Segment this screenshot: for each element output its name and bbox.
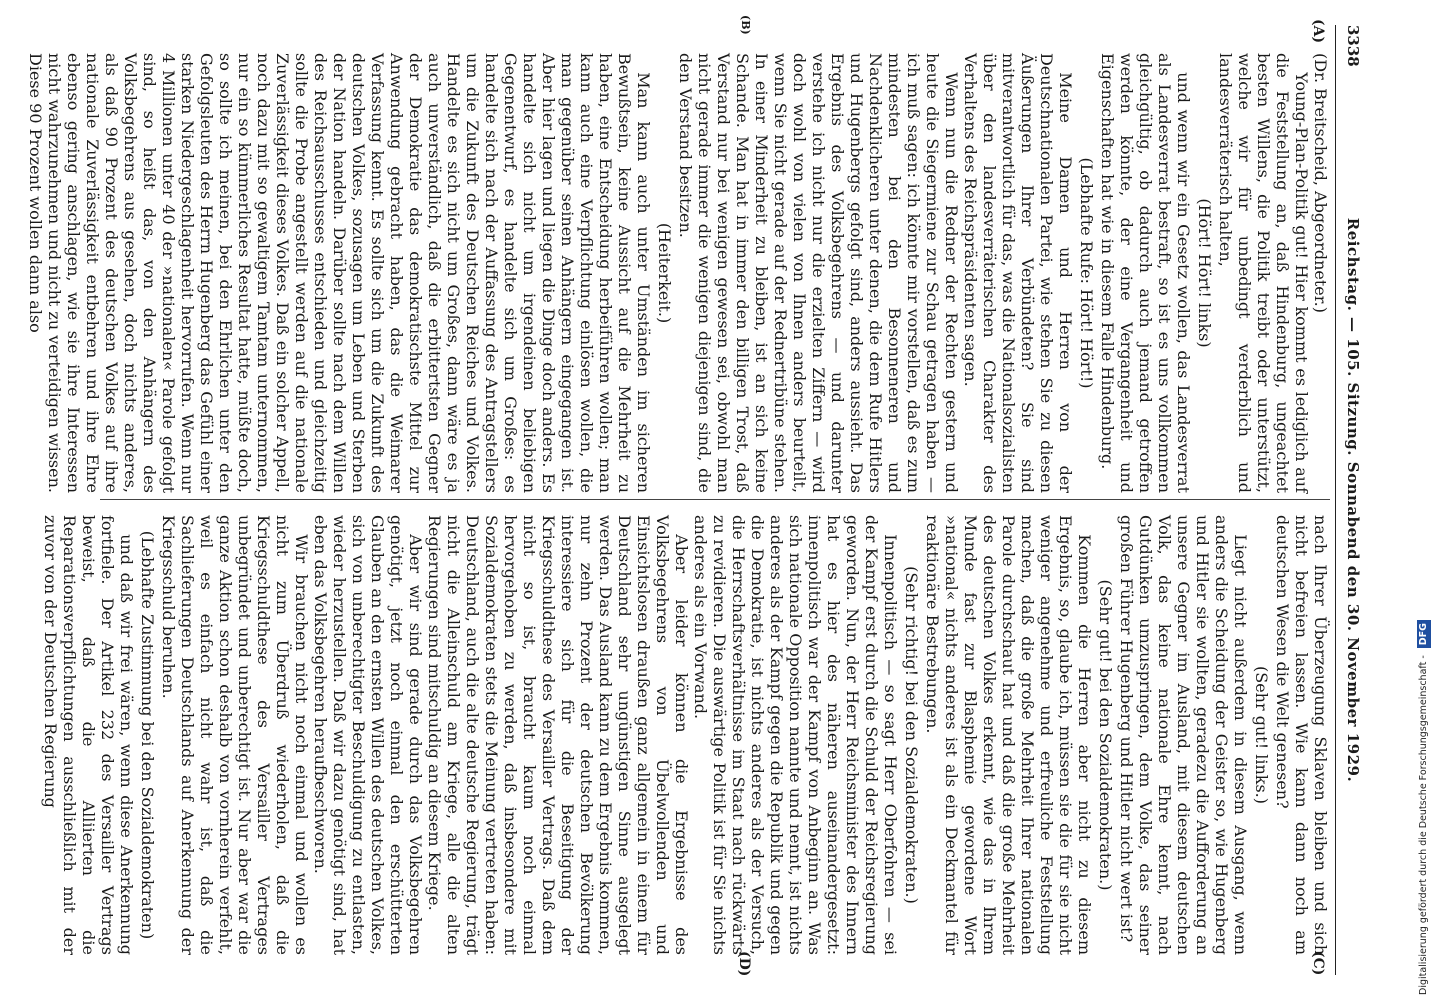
running-title: Reichstag. — 105. Sitzung. Sonnabend den 30. November 1929. [1344, 217, 1362, 783]
interjection: (Lebhafte Rufe: Hört! Hört!) [1077, 157, 1096, 389]
page-header [1338, 25, 1362, 975]
margin-marker-c: (C) [1310, 951, 1326, 976]
paragraph: und daß wir frei wären, wenn diese Anerkennung fortfiele. Der Artikel 232 des Versailler Vertrags beweist, daß die Alliierten die Reparationsverpflichtungen ausschließlich mit der zuvor von der Deutschen Regierung [41, 515, 136, 955]
right-column [41, 515, 1330, 955]
dfg-logo: DFG [1417, 620, 1431, 648]
interjection: (Heiterkeit.) [655, 222, 674, 324]
header-rule [1335, 25, 1336, 975]
left-column [26, 53, 1330, 493]
paragraph: Wir brauchen nicht noch einmal und wollen es nicht zum Überdruß wiederholen, daß die Kriegsschuldthese des Versailler Vertrages unbegründet und unberechtigt ist. Nur aber war die ganze Aktion schon deshalb von vornherein verfehlt, weil es einfach nicht wahr ist, daß die Sachlieferungen Deutschlands auf Anerkennung der Kriegsschuld beruhen. [159, 515, 311, 955]
paragraph: Innenpolitisch — so sagt Herr Oberfohren — sei der Kampf erst durch die Schuld der Reichsregierung geworden. Nun, der Herr Reichsminister des Innern hat es hier des näheren auseinandergesetzt: innenpolitisch war der Kampf von Anbeginn an. Was sich nationale Opposition nannte und nennt, ist nichts anderes als der Kampf gegen die Republik und gegen die Demokratie, ist nichts anderes als der Versuch, die Herrschaftsverhältnisse im Staat nach rückwärts zu revidieren. Die auswärtige Politik ist für Sie nichts anderes als ein Vorwand. [691, 515, 900, 955]
digitization-note [1414, 5, 1434, 995]
speaker-line: (Dr. Breitscheid, Abgeordneter.) [1311, 53, 1330, 313]
funding-note-text: Digitalisierung gefördert durch die Deutsche Forschungsgemeinschaft - [1418, 655, 1429, 995]
interjection: (Sehr gut! bei den Sozialdemokraten.) [1096, 579, 1115, 891]
paragraph: Man kann auch unter Umständen im sicheren Bewußtsein, keine Aussicht auf die Mehrheit zu haben, eine Entscheidung herbeiführen wollen; man kann auch eine Verpflichtung einlösen wollen, die man gegenüber seinen Anhängern eingegangen ist. Aber hier lagen und liegen die Dinge doch anders. Es handelte sich nicht um irgendeinen beliebigen Gegenentwurf, es handelte sich um Großes: es handelte sich nach der Auffassung des Antragstellers um die Zukunft des Deutschen Reiches und Volkes. Handelte es sich nicht um Großes, dann wäre es ja auch unverständlich, daß die erbittertsten Gegner der Demokratie das demokratischste Mittel zur Anwendung gebracht haben, das die Weimarer Verfassung kennt. Es sollte sich um die Zukunft des deutschen Volkes, sozusagen um Leben und Sterben der Nation handeln. Darüber sollte nach dem Willen des Reichsausschusses entschieden und gleichzeitig sollte die Probe angestellt werden auf die nationale Zuverlässigkeit dieses Volkes. Daß ein solcher Appell, noch dazu mit so gewaltigem Tamtam unternommen, nur ein so kümmerliches Resultat hatte, müßte doch, so sollte ich meinen, bei den Ehrlichen unter den Gefolgsleuten des Herrn Hugenberg das Gefühl einer starken Niedergeschlagenheit hervorrufen. Wenn nur 4 Millionen unter 40 der »nationalen« Parole gefolgt sind, so heißt das, von den Anhängern des Volksbegehrens aus gesehen, doch nichts anderes, als daß 90 Prozent des deutschen Volkes auf ihre nationale Zuverlässigkeit entbehren und ihre Ehre ebenso gering anschlagen, wie sie ihre Interessen nicht wahrzunehmen und nicht zu verteidigen wissen. Diese 90 Prozent wollen dann also [26, 53, 653, 493]
paragraph: Wenn nun die Redner der Rechten gestern und heute die Siegermiene zur Schau getragen haben — ich muß sagen: ich könnte mir vorstellen, daß es zum mindesten bei den Besonneneren und Nachdenklicheren unter denen, die dem Rufe Hitlers und Hugenbergs gefolgt sind, anders aussieht. Das Ergebnis des Volksbegehrens — und darunter verstehe ich nicht nur die erzielten Ziffern — wird doch wohl von vielen von Ihnen anders beurteilt, wenn Sie nicht gerade auf der Rednertribüne stehen. In einer Minderheit zu bleiben, ist an sich keine Schande. Man hat in immer den billigen Trost, daß Verstand nur bei wenigen gewesen sei, obwohl man nicht gerade immer die wenigen diejenigen sind, die den Verstand besitzen. [676, 53, 961, 493]
paragraph: Young-Plan-Politik gut! Hier kommt es lediglich auf die Feststellung an, daß Hindenburg, ungeachtet besten Willens, die Politik treibt oder unterstützt, welche wir für unbedingt verderblich und landesverräterisch halten, [1216, 53, 1311, 493]
scanned-page [26, 5, 1392, 995]
paragraph: Aber leider können die Ergebnisse des Volksbegehrens von Übelwollenden und Einsichtslosen draußen ganz allgemein in einem für Deutschland sehr ungünstigen Sinne ausgelegt werden. Das Ausland kann zu dem Ergebnis kommen, nur zehn Prozent der deutschen Bevölkerung interessiere sich für die Beseitigung der Kriegsschuldthese des Versailler Vertrags. Daß dem nicht so ist, braucht kaum noch einmal hervorgehoben zu werden, daß insbesondere mit Sozialdemokraten stets die Meinung vertreten haben: Deutschland, auch die alte deutsche Regierung, trägt nicht die Alleinschuld am Kriege, alle die alten Regierungen sind mitschuldig an diesem Kriege. [425, 515, 691, 955]
paragraph: und wenn wir ein Gesetz wollen, das Landesverrat als Landesverrat bestraft, so ist es uns vollkommen gleichgültig, ob dadurch auch jemand getroffen werden könnte, der eine Vergangenheit und Eigenschaften hat wie in diesem Falle Hindenburg. [1098, 53, 1193, 493]
scanned-page-frame [26, 5, 1392, 995]
paragraph: Aber wir sind gerade durch das Volksbegehren genötigt, jetzt noch einmal den erschütterten Glauben an den ernsten Willen des deutschen Volkes, sich von unberechtigter Beschuldigung zu entlasten, wieder herzustellen. Daß wir dazu genötigt sind, hat eben das Volksbegehren heraufbeschworen. [311, 515, 425, 955]
interjection: (Lebhafte Zustimmung bei den Sozialdemokraten) [138, 530, 157, 940]
margin-marker-b: (B) [739, 15, 752, 35]
paragraph: nach Ihrer Überzeugung Sklaven bleiben und sich nicht befreien lassen. Wie kann dann noch am deutschen Wesen die Welt genesen? [1273, 515, 1330, 955]
page-number: 3338 [1344, 25, 1362, 67]
paragraph: Liegt nicht außerdem in diesem Ausgang, wenn anders die Scheidung der Geister so, wie Hugenberg und Hitler sie wollten, geradezu die Aufforderung an unsere Gegner im Ausland, mit diesem deutschen Volk, das keine nationale Ehre kennt, nach Gutdünken umzuspringen, dem Volke, das seiner großen Führer Hugenberg und Hitler nicht wert ist? [1117, 515, 1250, 955]
paragraph: Kommen die Herren aber nicht zu diesem Ergebnis, so, glaube ich, müssen sie die für sie nicht weniger angenehme und erfreuliche Feststellung machen, daß die große Mehrheit Ihrer nationalen Parole durchschaut hat und daß die große Mehrheit des deutschen Volkes erkennt, wie das in Ihrem Munde fast zur Blasphemie gewordene Wort »national« nichts anderes ist als ein Deckmantel für reaktionäre Bestrebungen. [923, 515, 1094, 955]
interjection: (Sehr gut! links.) [1252, 666, 1271, 804]
paragraph: Meine Damen und Herren von der Deutschnationalen Partei, wie stehen Sie zu diesen Äußerungen Ihrer Verbündeten? Sie sind mitverantwortlich für das, was die Nationalsozialisten über den landesverräterischen Charakter des Verhaltens des Reichspräsidenten sagen. [961, 53, 1075, 493]
column-divider [100, 499, 1330, 500]
interjection: (Hört! Hört! links) [1195, 198, 1214, 348]
margin-marker-d: (D) [736, 951, 752, 977]
margin-marker-a: (A) [1310, 19, 1326, 44]
interjection: (Sehr richtig! bei den Sozialdemokraten.) [902, 566, 921, 904]
